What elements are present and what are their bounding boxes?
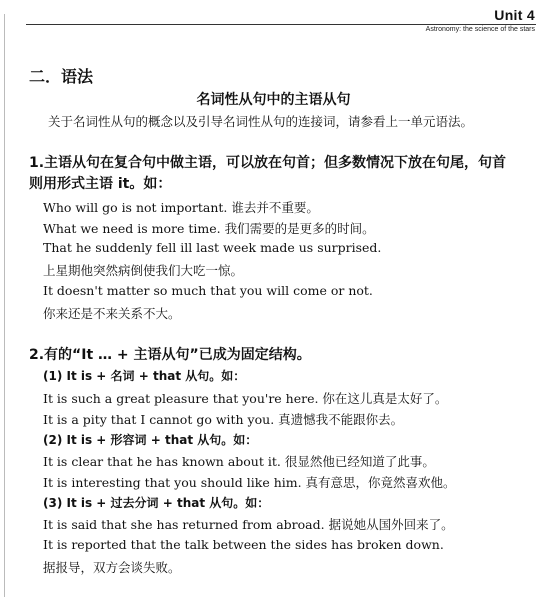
unit-subtitle: Astronomy: the science of the stars xyxy=(425,26,535,33)
example-line: It is clear that he has known about it. 很显然他已经知道了此事。 xyxy=(43,454,435,469)
point2-sub1-heading: (1) It is + 名词 + that 从句。如： xyxy=(43,369,246,383)
example-line: Who will go is not important. 谁去并不重要。 xyxy=(43,200,319,215)
example-line: It is reported that the talk between the sides has broken down. xyxy=(43,537,444,552)
section-heading: 二．语法 xyxy=(29,67,94,86)
example-line: It is said that she has returned from abroad. 据说她从国外回来了。 xyxy=(43,517,454,532)
example-line: That he suddenly fell ill last week made us surprised. xyxy=(43,240,382,255)
point2-sub2-heading: (2) It is + 形容词 + that 从句。如： xyxy=(43,433,258,447)
example-line: 上星期他突然病倒使我们大吃一惊。 xyxy=(43,263,244,278)
unit-label: Unit 4 xyxy=(494,7,535,23)
example-line: It is interesting that you should like him. 真有意思，你竟然喜欢他。 xyxy=(43,475,456,490)
point1-heading-line1: 1.主语从句在复合句中做主语，可以放在句首；但多数情况下放在句尾，句首 xyxy=(29,155,507,171)
page-title: 名词性从句中的主语从句 xyxy=(196,92,351,108)
example-line: It is a pity that I cannot go with you. 真遗憾我不能跟你去。 xyxy=(43,412,404,427)
example-line: What we need is more time. 我们需要的是更多的时间。 xyxy=(43,221,375,236)
example-line: It is such a great pleasure that you're here. 你在这儿真是太好了。 xyxy=(43,391,448,406)
example-line: 你来还是不来关系不大。 xyxy=(43,306,181,321)
intro-paragraph: 关于名词性从句的概念以及引导名词性从句的连接词，请参看上一单元语法。 xyxy=(48,114,474,129)
header-rule xyxy=(26,24,536,25)
example-line: It doesn't matter so much that you will come or not. xyxy=(43,283,373,298)
point2-heading: 2.有的“It … + 主语从句”已成为固定结构。 xyxy=(29,347,311,363)
point2-sub3-heading: (3) It is + 过去分词 + that 从句。如： xyxy=(43,496,270,510)
point1-heading-line2: 则用形式主语 it。如： xyxy=(29,176,172,192)
example-line: 据报导，双方会谈失败。 xyxy=(43,560,181,575)
